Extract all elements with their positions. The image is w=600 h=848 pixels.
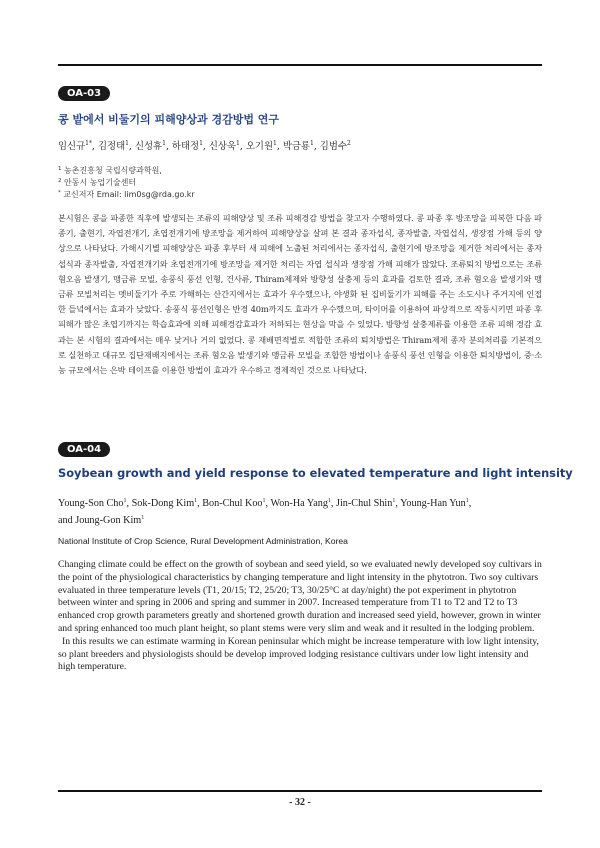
author-name-text: 신상욱 — [208, 141, 237, 152]
top-rule — [58, 64, 542, 66]
author-list: 임신규$^{1*}$, 김정태$^1$, 신성휴$^1$, 하태정$^1$, 신상욱$^1$, 오기원$^1$, 박금룡$^1$, 김범수$^2$ — [58, 140, 351, 152]
author-name — [132, 498, 198, 509]
author-affiliation-mark: 1 — [199, 140, 203, 147]
author-affiliation-mark: 1 — [236, 140, 240, 147]
author-affiliation-mark: 1 — [162, 140, 166, 147]
affiliation-text: 교신저자 Email: lim0sg@rda.go.kr — [60, 190, 195, 199]
author-name-text: Young-Han Yun — [400, 498, 466, 509]
author-affiliation-mark: 1 — [123, 498, 127, 504]
author-affiliation-mark: 1 — [465, 498, 469, 504]
author-name-text: Jin-Chul Shin — [336, 498, 393, 509]
affiliation-line — [58, 176, 542, 188]
author-name — [135, 141, 166, 152]
abstract-title: Soybean growth and yield response to elevated temperature and light intensity — [58, 466, 573, 480]
abstract-badge: OA-03 — [58, 86, 110, 101]
abstract-title: 콩 밭에서 비둘기의 피해양상과 경감방법 연구 — [58, 113, 280, 126]
author-affiliation-mark: 1 — [273, 140, 277, 147]
affiliation-line — [58, 164, 542, 176]
author-name-text: Sok-Dong Kim — [131, 498, 195, 509]
abstract-paragraph: Changing climate could be effect on the growth of soybean and seed yield, so we evaluated newly developed soy cultivars in the point of the physiological characteristics by changing temperature and light intensity in the phytotron. Two soy cultivars evaluated in three temperature levels (T1, 20/15; T2, 25/20; T3, 30/25°C at day/night) the pot experiment in phytotron between winter and spring in 2006 and spring and summer in 2007. Increased temperature from T1 to T2 and T2 to T3 enhanced crop growth parameters greatly and shortened growth duration and increased seed yield, however, grown in winter and spring enhanced too much plant height, so plant stems were very slim and weak and it resulted in the lodging problem. — [58, 559, 542, 634]
affiliation-line — [58, 188, 542, 200]
affiliation-text: 농촌진흥청 국립식량과학원, — [61, 166, 162, 175]
author-name — [336, 498, 395, 509]
affiliation-mark: 1 — [58, 166, 62, 172]
affiliation-text: 안동시 농업기술센터 — [61, 178, 137, 187]
affiliation-list — [58, 164, 542, 200]
author-name-text: 신성휴 — [134, 141, 163, 152]
author-affiliation-mark: 1 — [194, 498, 198, 504]
author-name-text: 김정태 — [97, 141, 126, 152]
author-affiliation-mark: 1 — [392, 498, 396, 504]
abstract-badge: OA-04 — [58, 442, 110, 457]
author-name — [246, 141, 277, 152]
author-name — [283, 141, 314, 152]
author-list: Young-Son Cho$^1$, Sok-Dong Kim$^1$, Bon-Chul Koo$^1$, Won-Ha Yang$^1$, Jin-Chul Shin$^1$, Young-Han Yun$^1$, and Joung-Gon Kim$^1$ — [58, 498, 472, 526]
author-name — [58, 498, 127, 509]
affiliation: National Institute of Crop Science, Rural Development Administration, Korea — [58, 536, 348, 546]
author-conjunction: and — [58, 515, 73, 526]
author-name-text: 박금룡 — [282, 141, 310, 152]
author-affiliation-mark: 1 — [125, 140, 129, 147]
author-name — [202, 498, 265, 509]
author-affiliation-mark: 1 — [327, 498, 331, 504]
author-affiliation-mark: 1 — [309, 140, 314, 147]
author-name-text: Bon-Chul Koo — [202, 498, 263, 509]
author-name — [400, 498, 469, 509]
affiliation-mark: 2 — [58, 178, 62, 184]
author-name — [270, 498, 330, 509]
author-name-text: 김범수 — [319, 141, 347, 152]
author-affiliation-mark: 1* — [85, 140, 92, 147]
abstract-paragraph: In this results we can estimate warming in Korean peninsular which might be increase temperature with low light intensity, so plant breeders and physiologists should be develop improved lodging resistance cultivars under low light intensity and high temperature. — [58, 635, 539, 673]
author-name — [172, 141, 203, 152]
abstract-body: 본시험은 콩을 파종한 직후에 발생되는 조류의 피해양상 및 조류 피해경감 방법을 찾고자 수행하였다. 콩 파종 후 방조망을 피복한 다음 파종기, 출현기, 자엽전개기, 초엽전개기에 방조망을 제거하여 피해양상을 살펴 본 결과 종자섭식, 종자발출, 자엽섭식, 생장점 가해 등의 양상으로 나타났다. 가해시기별 피해양상은 파종 후부터 새 피해에 노출된 처리에서는 종자섭식, 출현기에 방조망을 제거한 처리에서는 종자섭식과 종자발출, 자엽전개기와 초엽전개기에 방조망을 제거한 처리는 자엽 섭식과 생장점 가해 피해가 많았다. 조류퇴치 방법으로는 조류 혐오음 발생기, 맹금류 모빌, 송풍식 풍선 인형, 건사류, Thiram제제와 방향성 살충제 등의 효과를 검토한 결과, 조류 혐오음 발생기와 맹금류 모빌처리는 멧비둘기가 주로 가해하는 산간지에서는 효과가 우수했으나, 야생화 된 집비둘기가 피해를 주는 소도시나 주거지에 인접한 들녘에서는 효과가 낮았다. 송풍식 풍선인형은 반경 40m까지도 효과가 우수했으며, 타이머를 이용하여 파상적으로 작동시키면 파종 후 피해가 많은 초엽기까지는 학습효과에 의해 피해경감효과가 저하되는 현상을 막을 수 있었다. 방향성 살충제류를 이용한 조류 피해 경감 효과는 본 시험의 결과에서는 매우 낮거나 거의 없었다. 콩 재배면적별로 적합한 조류의 퇴치방법은 Thiram제제 종자 분의처리를 기본적으로 실천하고 대규모 집단재배지에서는 조류 혐오음 발생기와 맹금류 모빌을 조합한 방법이나 송풍식 풍선 인형을 이용한 퇴치방법이, 중·소농 규모에서는 은박 테이프를 이용한 방법이 효과가 우수하고 경제적인 것으로 나타났다. — [58, 213, 542, 376]
page-number: - 32 - — [289, 797, 311, 808]
affiliation-mark: * — [58, 190, 61, 196]
author-name — [98, 141, 129, 152]
author-name-text: Young-Son Cho — [58, 498, 124, 509]
author-name — [58, 141, 92, 152]
author-affiliation-mark: 2 — [346, 140, 351, 147]
author-name — [320, 141, 351, 152]
author-name-text: 임신규 — [58, 141, 86, 152]
abstract-body — [58, 559, 546, 674]
author-affiliation-mark: 1 — [141, 515, 145, 521]
author-name-text: Joung-Gon Kim — [75, 515, 142, 526]
author-name-text: 오기원 — [245, 141, 274, 152]
author-affiliation-mark: 1 — [262, 498, 266, 504]
author-name — [209, 141, 240, 152]
bottom-rule — [58, 790, 542, 792]
author-name — [75, 515, 144, 526]
author-name-text: Won-Ha Yang — [270, 498, 328, 509]
author-name-text: 하태정 — [171, 141, 200, 152]
